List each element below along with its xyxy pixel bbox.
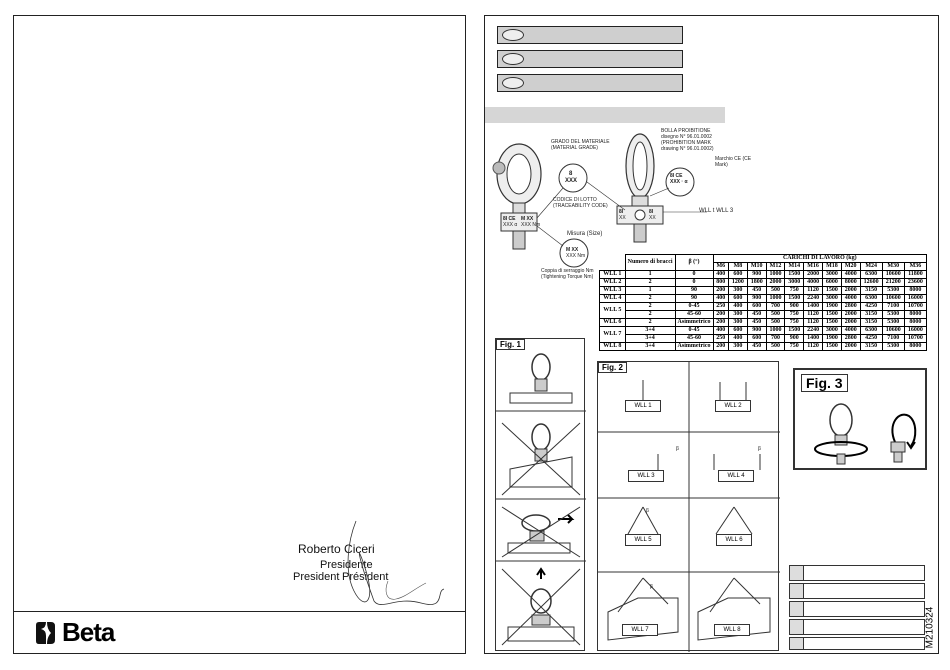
size-header-cell: M16 [804,263,823,271]
flag-oval-icon [502,77,524,89]
load-cell: 8000 [904,319,926,327]
load-cell: 2800 [841,303,860,311]
load-cell: 1500 [823,343,842,351]
load-cell: 1400 [804,335,823,343]
load-cell: 750 [785,343,804,351]
load-cell: 4000 [841,295,860,303]
branches-cell: 2 [625,303,675,311]
beta-wordmark: Beta [62,617,115,647]
load-cell: 500 [766,319,785,327]
language-pill-2 [497,50,683,68]
load-cell: 2240 [804,295,823,303]
wll-cell: WLL 4 [600,295,626,303]
load-cell: 1500 [785,327,804,335]
language-row-3 [789,601,925,617]
load-cell: 1900 [823,303,842,311]
load-cell: 2000 [841,311,860,319]
fig1-panel [495,338,585,651]
load-cell: 1500 [785,271,804,279]
wll-cell: WLL 8 [600,343,626,351]
wll-box-6: WLL 6 [716,534,752,546]
load-cell: 600 [747,335,766,343]
language-square [790,638,804,649]
angle-symbol-2: β [758,446,761,452]
load-cell: 750 [785,311,804,319]
load-cell: 4000 [804,279,823,287]
load-cell: 6300 [860,295,882,303]
load-cell: 2000 [766,279,785,287]
load-cell: 900 [785,303,804,311]
table-title: CARICHI DI LAVORO (kg) [713,255,926,263]
load-cell: 900 [747,327,766,335]
load-cell: 1800 [747,279,766,287]
load-cell: 12600 [860,279,882,287]
wll-box-1: WLL 1 [625,400,661,412]
load-cell: 3150 [860,287,882,295]
flag-oval-icon [502,29,524,41]
fig1-illustrations [496,339,586,652]
language-row-4 [789,619,925,635]
header-branches: Numero di bracci [625,255,675,271]
beta-cell: 45-60 [675,335,713,343]
beta-cell: 0 [675,279,713,287]
table-row [600,271,927,279]
load-cell: 10600 [882,327,904,335]
load-cell: 3000 [823,295,842,303]
load-cell: 200 [713,319,728,327]
load-cell: 8000 [904,287,926,295]
load-cell: 450 [747,287,766,295]
language-boxes [789,565,929,650]
load-cell: 10600 [882,295,904,303]
wll-box-7: WLL 7 [622,624,658,636]
size-header-cell: M10 [747,263,766,271]
load-cell: 750 [785,319,804,327]
load-cell: 3150 [860,311,882,319]
load-cell: 600 [729,327,748,335]
eye-stamp-2: XXX α [503,222,518,228]
load-cell: 450 [747,319,766,327]
size-header-cell: M30 [882,263,904,271]
wll-label: WLL t WLL 3 [699,208,734,214]
section-band [485,107,725,123]
load-cell: 400 [729,335,748,343]
load-cell: 200 [713,343,728,351]
load-cell: 1500 [823,287,842,295]
load-cell: 10700 [904,303,926,311]
handwritten-signature [326,511,446,616]
load-cell: 600 [747,303,766,311]
language-square [790,584,804,598]
wll-cell: WLL 5 [600,303,626,319]
beta-cell: 45-60 [675,311,713,319]
load-cell: 700 [766,303,785,311]
language-pill-1 [497,26,683,44]
load-cell: 1500 [785,295,804,303]
side-stamp-4: XX [649,215,656,221]
beta-logo [34,617,114,648]
ce-stamp: 8I CE [670,173,683,179]
load-cell: 4250 [860,335,882,343]
load-cell: 900 [785,335,804,343]
load-cell: 2240 [804,327,823,335]
signature-title-en: President [293,571,340,583]
load-cell: 23600 [904,279,926,287]
table-row [600,319,927,327]
brand-footer [14,611,465,653]
branches-cell: 3+4 [625,343,675,351]
language-square [790,566,804,580]
side-stamp-3: 8I [649,209,654,215]
load-cell: 900 [747,295,766,303]
load-cell: 400 [729,303,748,311]
ce-label: Marchio CE (CE Mark) [715,156,752,168]
beta-cell: 0-45 [675,327,713,335]
wll-box-4: WLL 4 [718,470,754,482]
load-cell: 300 [729,287,748,295]
load-cell: 3000 [823,271,842,279]
size-header-cell: M20 [841,263,860,271]
load-cell: 1200 [729,279,748,287]
beta-cell: 0-45 [675,303,713,311]
table-row [600,311,927,319]
language-square [790,620,804,634]
wll-cell: WLL 1 [600,271,626,279]
wll-cell: WLL 6 [600,319,626,327]
load-cell: 1900 [823,335,842,343]
load-cell: 6000 [823,279,842,287]
table-row [600,295,927,303]
wll-cell: WLL 2 [600,279,626,287]
language-row-1 [789,565,925,581]
header-beta: β (°) [675,255,713,271]
beta-cell: 90 [675,287,713,295]
grade-label: GRADO DEL MATERIALE (MATERIAL GRADE) [551,139,610,151]
load-cell: 1120 [804,343,823,351]
angle-symbol-4: β [650,584,653,590]
fig2-label: Fig. 2 [598,362,627,373]
load-cell: 5300 [882,319,904,327]
load-cell: 900 [747,271,766,279]
table-corner [600,255,626,271]
branches-cell: 3+4 [625,335,675,343]
load-cell: 250 [713,335,728,343]
load-cell: 5300 [882,311,904,319]
load-cell: 750 [785,287,804,295]
load-cell: 1120 [804,319,823,327]
load-cell: 400 [713,295,728,303]
load-cell: 11800 [904,271,926,279]
size-sub: XXX Nm [566,253,586,259]
load-cell: 450 [747,311,766,319]
load-cell: 3150 [860,319,882,327]
load-cell: 300 [729,311,748,319]
side-stamp-1: 8I [619,209,624,215]
load-cell: 1500 [823,319,842,327]
load-cell: 250 [713,303,728,311]
flag-oval-icon [502,53,524,65]
table-row [600,303,927,311]
table-row [600,287,927,295]
working-load-table [599,254,927,351]
load-cell: 200 [713,287,728,295]
load-cell: 1400 [804,303,823,311]
language-row-5 [789,637,925,650]
eye-stamp-3: M XX [521,216,534,222]
load-cell: 500 [766,311,785,319]
wll-box-3: WLL 3 [628,470,664,482]
load-cell: 300 [729,319,748,327]
forbidden-label: BOLLA PROIBITIONE disegno N° 96.01.0002 (PROHIBITION MARK drawing N° 96.01.0002) [661,128,714,152]
fig3-panel [793,368,927,470]
load-cell: 1000 [766,295,785,303]
load-cell: 400 [713,271,728,279]
branches-cell: 1 [625,287,675,295]
load-cell: 2000 [804,271,823,279]
load-cell: 16000 [904,295,926,303]
load-cell: 600 [729,295,748,303]
grade-code: XXX [565,178,578,184]
left-page [13,15,466,654]
beta-cell: Asimmetrico [675,319,713,327]
side-stamp-2: XX [619,215,626,221]
branches-cell: 3+4 [625,327,675,335]
size-label: Misura (Size) [567,231,603,237]
load-cell: 5300 [882,287,904,295]
load-cell: 8000 [904,311,926,319]
beta-cell: 90 [675,295,713,303]
right-page [484,15,939,654]
fig1-label: Fig. 1 [496,339,525,350]
load-cell: 1500 [823,311,842,319]
fig2-panel [597,361,779,651]
load-cell: 5300 [882,343,904,351]
load-cell: 700 [766,335,785,343]
size-header-cell: M18 [823,263,842,271]
load-cell: 8000 [904,343,926,351]
beta-cell: 0 [675,271,713,279]
doc-code-wrap [924,604,938,652]
wll-cell: WLL 7 [600,327,626,343]
load-cell: 6300 [860,327,882,335]
load-cell: 2000 [841,287,860,295]
table-row [600,327,927,335]
load-cell: 1120 [804,287,823,295]
load-cell: 600 [729,271,748,279]
load-cell: 500 [766,287,785,295]
wll-box-5: WLL 5 [625,534,661,546]
eye-stamp-1: 8I CE [503,216,516,222]
load-cell: 3000 [785,279,804,287]
load-cell: 450 [747,343,766,351]
wll-box-2: WLL 2 [715,400,751,412]
load-cell: 200 [713,311,728,319]
load-cell: 6300 [860,271,882,279]
language-row-2 [789,583,925,599]
branches-cell: 2 [625,295,675,303]
branches-cell: 1 [625,271,675,279]
load-cell: 2000 [841,319,860,327]
load-cell: 16000 [904,327,926,335]
fig3-label: Fig. 3 [801,374,848,392]
ce-code: XXX · α [670,179,688,185]
load-cell: 21200 [882,279,904,287]
signature-title-fr: Président [342,571,389,583]
beta-cell: Asimmetrico [675,343,713,351]
table-row [600,335,927,343]
size-header-cell: M8 [729,263,748,271]
load-cell: 8000 [841,279,860,287]
load-cell: 300 [729,343,748,351]
load-cell: 4250 [860,303,882,311]
size-header-cell: M6 [713,263,728,271]
size-header-cell: M24 [860,263,882,271]
load-cell: 10600 [882,271,904,279]
branches-cell: 2 [625,319,675,327]
size-value: M XX [566,247,579,253]
table-row [600,279,927,287]
lot-label: CODICE DI LOTTO (TRACEABILITY CODE) [553,197,608,209]
wll-cell: WLL 3 [600,287,626,295]
language-square [790,602,804,616]
language-pill-3 [497,74,683,92]
load-cell: 7100 [882,335,904,343]
wll-box-8: WLL 8 [714,624,750,636]
load-cell: 2000 [841,343,860,351]
load-cell: 400 [713,327,728,335]
angle-symbol-1: β [676,446,679,452]
beta-mark-icon [34,621,56,645]
grade-value: 8 [569,171,573,177]
signature-title-it: Presidente [320,559,373,571]
eye-stamp-4: XXX Nm [521,222,541,228]
branches-cell: 2 [625,311,675,319]
load-cell: 1000 [766,271,785,279]
load-cell: 3150 [860,343,882,351]
table-row [600,343,927,351]
document-code: M210324 [924,606,936,649]
load-cell: 500 [766,343,785,351]
load-cell: 4000 [841,271,860,279]
load-cell: 4000 [841,327,860,335]
load-cell: 10700 [904,335,926,343]
load-cell: 800 [713,279,728,287]
load-cell: 2800 [841,335,860,343]
size-header-cell: M12 [766,263,785,271]
load-cell: 1000 [766,327,785,335]
torque-label: Coppia di serraggio Nm (Tightening Torque Nm) [541,268,594,280]
size-header-cell: M36 [904,263,926,271]
branches-cell: 2 [625,279,675,287]
angle-symbol-3: β [646,508,649,514]
signature-name: Roberto Ciceri [298,542,375,556]
size-header-cell: M14 [785,263,804,271]
load-cell: 1120 [804,311,823,319]
load-cell: 3000 [823,327,842,335]
load-cell: 7100 [882,303,904,311]
